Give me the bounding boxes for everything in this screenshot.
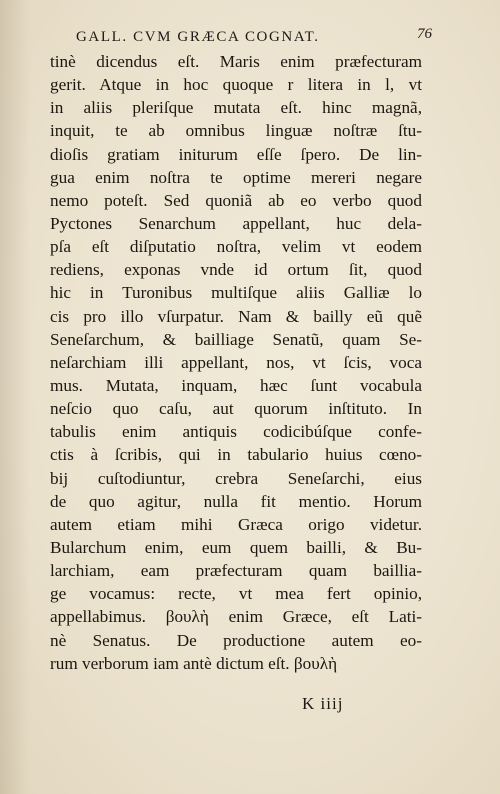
text-line: ge vocamus: recte, vt mea fert opinio, — [50, 584, 422, 604]
text-line: inquit, te ab omnibus linguæ noſtræ ſtu- — [50, 121, 422, 141]
text-line: mus. Mutata, inquam, hæc ſunt vocabula — [50, 375, 422, 395]
text-line: de quo agitur, nulla fit mentio. Horum — [50, 491, 422, 511]
page-number: 76 — [417, 26, 432, 42]
text-line: nemo poteſt. Sed quoniã ab eo verbo quod — [50, 190, 422, 210]
text-line: neſarchiam illi appellant, nos, vt ſcis, voca — [50, 352, 422, 372]
page-gutter-shadow — [0, 0, 30, 794]
text-line: hic in Turonibus multiſque aliis Galliæ lo — [50, 283, 422, 303]
text-line: gua enim noſtra te optime mereri negare — [50, 167, 422, 187]
text-line: bij cuſtodiuntur, crebra Seneſarchi, eius — [50, 468, 422, 488]
text-line: neſcio quo caſu, aut quorum inſtituto. In — [50, 399, 422, 419]
text-line: nè Senatus. De productione autem eo- — [50, 630, 422, 650]
text-line: pſa eſt diſputatio noſtra, velim vt eodem — [50, 237, 422, 257]
text-line: ctis à ſcribis, qui in tabulario huius cœno- — [50, 445, 422, 465]
text-line: larchiam, eam præfecturam quam baillia- — [50, 561, 422, 581]
text-line: gerit. Atque in hoc quoque r litera in l, vt — [50, 75, 422, 95]
text-line: tinè dicendus eſt. Maris enim præfecturam — [50, 52, 422, 71]
body-text — [50, 50, 422, 675]
text-line: rediens, exponas vnde id ortum ſit, quod — [50, 260, 422, 280]
text-line: autem etiam mihi Græca origo videtur. — [50, 514, 422, 534]
text-line: dioſis gratiam initurum eſſe ſpero. De lin- — [50, 144, 422, 164]
running-head-title: GALL. CVM GRÆCA COGNAT. — [76, 29, 320, 45]
text-line: appellabimus. βουλὴ enim Græce, eſt Lati- — [50, 607, 422, 627]
text-line: tabulis enim antiquis codicibúſque confe- — [50, 422, 422, 442]
text-line: cis pro illo vſurpatur. Nam & bailly eũ quẽ — [50, 306, 422, 326]
signature-mark: K iiij — [302, 694, 344, 713]
text-line: rum verborum iam antè dictum eſt. βουλὴ — [50, 653, 338, 673]
text-line: Bularchum enim, eum quem bailli, & Bu- — [50, 537, 422, 557]
text-line: Pyctones Senarchum appellant, huc dela- — [50, 213, 422, 233]
text-line: Seneſarchum, & bailliage Senatũ, quam Se- — [50, 329, 422, 349]
running-head — [76, 26, 432, 48]
text-line: in aliis pleriſque mutata eſt. hinc magnã, — [50, 98, 422, 118]
